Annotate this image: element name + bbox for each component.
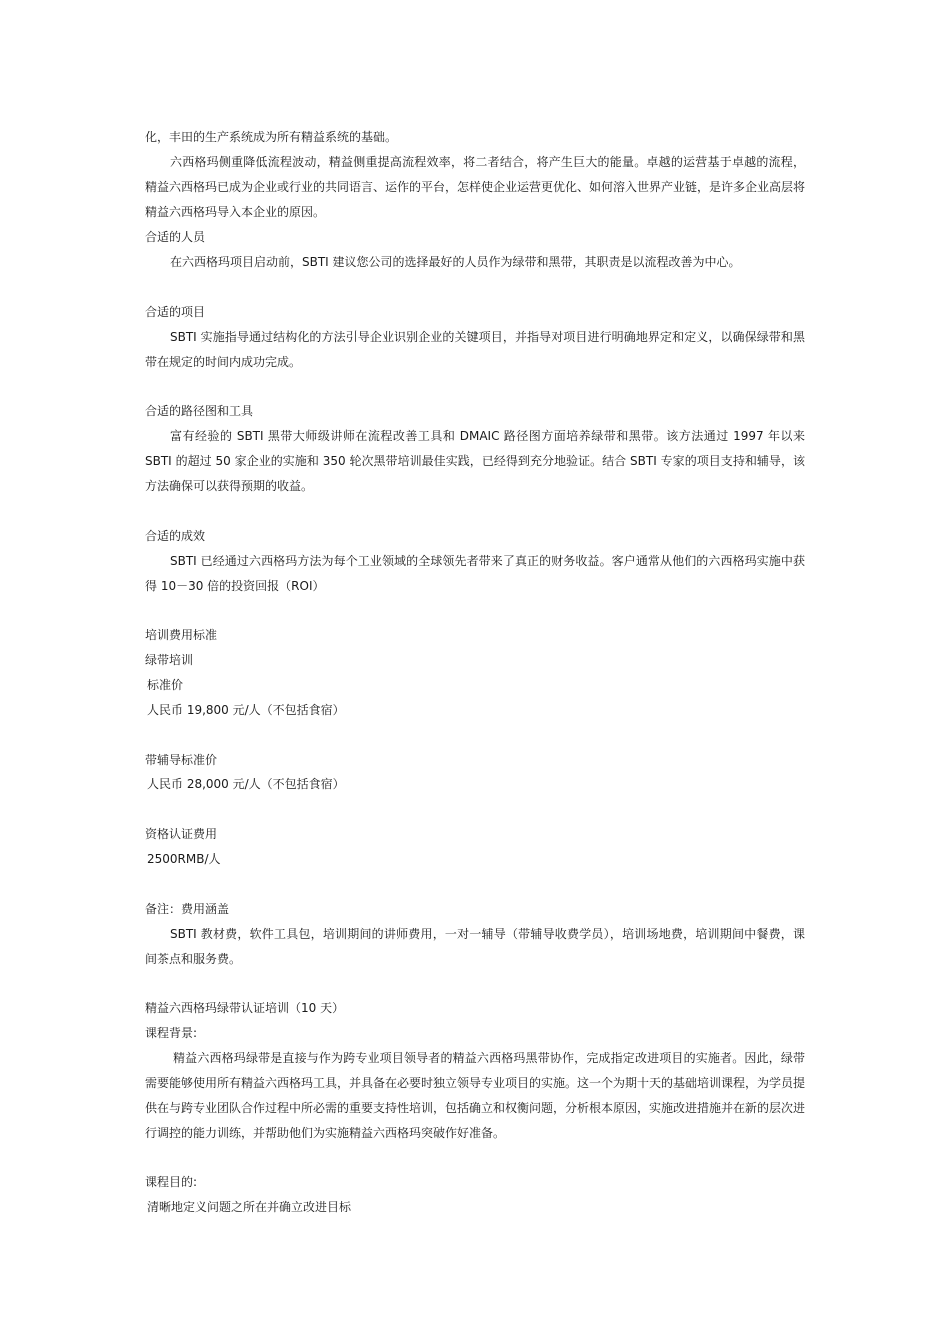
heading-right-results: 合适的成效 [145, 529, 206, 543]
paragraph-right-project: SBTI 实施指导通过结构化的方法引导企业识别企业的关键项目，并指导对项目进行明确地界定和定义，以确保绿带和黑带在规定的时间内成功完成。 [145, 330, 805, 369]
paragraph-right-roadmap: 富有经验的 SBTI 黑带大师级讲师在流程改善工具和 DMAIC 路径图方面培养绿带和黑带。该方法通过 1997 年以来 SBTI 的超过 50 家企业的实施和 350 轮次黑带培训最佳实践，已经得到充分地验证。结合 SBTI 专家的项目支持和辅导，该方法确保可以获得预期的收益。 [145, 429, 805, 493]
label-green-belt-training: 绿带培训 [145, 653, 194, 667]
paragraph-course-background: 精益六西格玛绿带是直接与作为跨专业项目领导者的精益六西格玛黑带协作，完成指定改进项目的实施者。因此，绿带需要能够使用所有精益六西格玛工具，并具备在必要时独立领导专业项目的实施。这一个为期十天的基础培训课程，为学员提供在与跨专业团队合作过程中所必需的重要支持性培训，包括确立和权衡问题，分析根本原因，实施改进措施并在新的层次进行调控的能力训练，并帮助他们为实施精益六西格玛突破作好准备。 [145, 1051, 806, 1140]
label-course-background: 课程背景: [145, 1026, 198, 1040]
label-standard-price: 标准价 [147, 678, 184, 692]
paragraph-lean-six-sigma: 六西格玛侧重降低流程波动，精益侧重提高流程效率，将二者结合，将产生巨大的能量。卓越的运营基于卓越的流程，精益六西格玛已成为企业或行业的共同语言、运作的平台，怎样使企业运营更优化、如何溶入世界产业链，是许多企业高层将精益六西格玛导入本企业的原因。 [145, 155, 806, 219]
heading-course-title: 精益六西格玛绿带认证培训（10 天） [145, 1001, 345, 1015]
heading-right-people: 合适的人员 [145, 230, 206, 244]
paragraph-right-people: 在六西格玛项目启动前，SBTI 建议您公司的选择最好的人员作为绿带和黑带，其职责是以流程改善为中心。 [170, 255, 741, 269]
heading-right-project: 合适的项目 [145, 305, 206, 319]
label-certification-fee: 资格认证费用 [145, 827, 218, 841]
paragraph-right-results: SBTI 已经通过六西格玛方法为每个工业领域的全球领先者带来了真正的财务收益。客户通常从他们的六西格玛实施中获得 10－30 倍的投资回报（ROI） [145, 554, 805, 593]
value-coaching-price: 人民币 28,000 元/人（不包括食宿） [147, 777, 345, 791]
heading-training-fee: 培训费用标准 [145, 628, 218, 642]
label-coaching-price: 带辅导标准价 [145, 753, 218, 767]
value-standard-price: 人民币 19,800 元/人（不包括食宿） [147, 703, 345, 717]
heading-right-roadmap: 合适的路径图和工具 [145, 404, 254, 418]
paragraph-intro-tail: 化，丰田的生产系统成为所有精益系统的基础。 [145, 130, 398, 144]
value-certification-fee: 2500RMB/人 [147, 852, 221, 866]
label-note-fee-coverage: 备注：费用涵盖 [145, 902, 230, 916]
list-item-course-goal: 清晰地定义问题之所在并确立改进目标 [147, 1200, 352, 1214]
label-course-goal: 课程目的: [145, 1175, 198, 1189]
paragraph-fee-coverage: SBTI 教材费，软件工具包，培训期间的讲师费用，一对一辅导（带辅导收费学员），培训场地费，培训期间中餐费，课间茶点和服务费。 [145, 927, 805, 966]
